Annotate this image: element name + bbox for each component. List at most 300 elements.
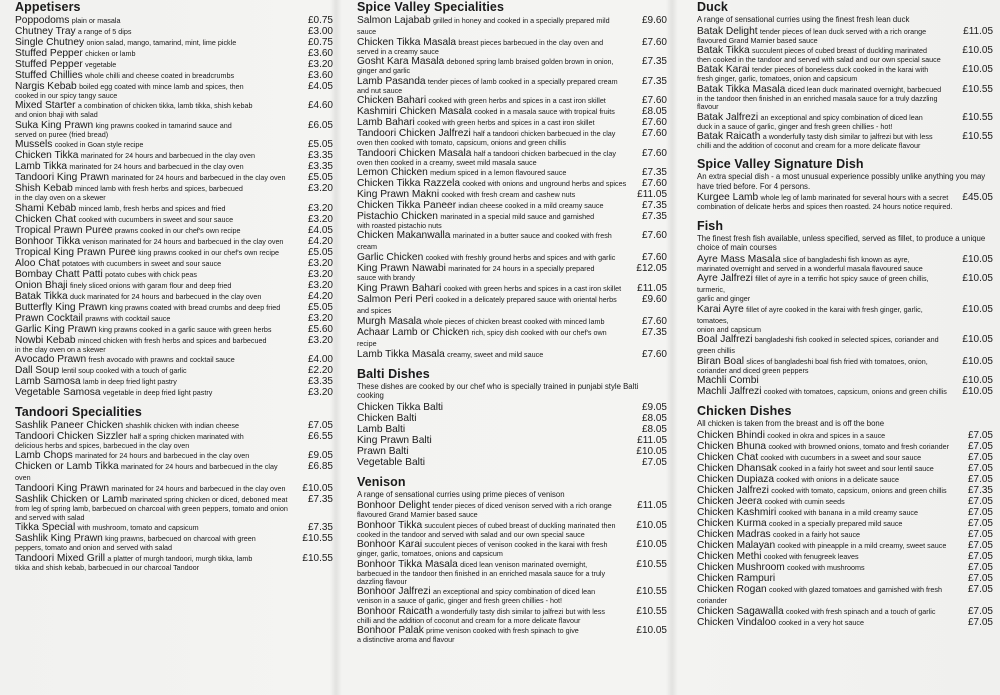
dish-name: Chicken Makanwalla (357, 230, 451, 242)
dish-price: £4.05 (307, 81, 333, 92)
menu-item-line (15, 247, 293, 258)
menu-item-line (697, 26, 953, 37)
dish-description-continued: served on puree (fried bread) (15, 129, 109, 139)
menu-item-line (15, 335, 293, 346)
dish-price: £7.05 (967, 506, 993, 518)
menu-item-line (357, 349, 627, 360)
menu-item-line (697, 584, 953, 606)
menu-item (697, 304, 993, 334)
menu-item (15, 183, 333, 202)
menu-item (697, 617, 993, 628)
menu-item (697, 334, 993, 356)
dish-name: Gosht Kara Masala (357, 56, 445, 68)
menu-item (697, 540, 993, 551)
menu-item-line (697, 441, 953, 452)
dish-description-continued: peppers, tomato and onion and served with salad (15, 543, 173, 553)
menu-item (697, 551, 993, 562)
dish-price: £7.35 (967, 484, 993, 496)
menu-item (15, 387, 333, 398)
dish-name: Chicken Mushroom (697, 561, 785, 573)
menu-item (697, 84, 993, 112)
dish-description: lamb in deep fried light pastry (83, 377, 177, 387)
section-title: Appetisers (15, 0, 81, 14)
dish-price: £5.05 (307, 301, 333, 313)
dish-description: tender pieces of lean duck served with a rich orange (759, 26, 927, 36)
menu-item-line (697, 573, 953, 584)
dish-price: £7.05 (967, 539, 993, 551)
dish-price: £7.60 (641, 128, 667, 140)
dish-price: £0.75 (307, 37, 333, 48)
menu-item (357, 167, 667, 178)
dish-description: cooked with mushrooms (787, 562, 865, 572)
dish-price: £3.20 (307, 268, 333, 280)
dish-name: Sashlik Paneer Chicken (15, 420, 124, 432)
dish-description: king prawns cooked in our chef's own recipe (138, 247, 279, 257)
menu-item (357, 586, 667, 605)
menu-item (15, 335, 333, 354)
menu-item-line (357, 413, 627, 424)
dish-description-continued: in the tandoor then finished in an enriched masala sauce for a truly dazzling flavour (697, 93, 938, 112)
menu-item (697, 112, 993, 131)
dish-name: Machli Combi (697, 375, 759, 387)
dish-price: £7.60 (641, 348, 667, 360)
dish-name: Chicken Methi (697, 550, 762, 562)
menu-item (697, 584, 993, 606)
menu-item-line (697, 507, 953, 518)
dish-description-continued: served in a creamy sauce (357, 47, 439, 56)
dish-price: £10.05 (962, 333, 993, 345)
dish-name: Chicken Dhansak (697, 462, 777, 474)
dish-description: plain or masala (71, 16, 121, 25)
dish-name: Shish Kebab (15, 183, 73, 195)
dish-description: grilled in honey and cooked in a specially prepared mild sauce (357, 16, 610, 36)
menu-item (15, 203, 333, 214)
section-title: Duck (697, 0, 728, 14)
dish-name: Batak Tikka (697, 44, 750, 56)
dish-name: Chicken or Lamb Tikka (15, 461, 119, 473)
dish-description-continued: marinated overnight and served in a wonderful masala flavoured sauce (697, 263, 923, 273)
menu-item-line (15, 324, 293, 335)
dish-price: £8.05 (641, 423, 667, 435)
menu-item-line (15, 258, 293, 269)
menu-item-line (357, 457, 627, 468)
dish-name: Tropical King Prawn Puree (15, 246, 136, 258)
menu-item (357, 316, 667, 327)
dish-description: marinated in a special mild sauce and garnished (440, 212, 595, 222)
dish-price: £7.05 (307, 420, 333, 432)
dish-price: £8.05 (641, 106, 667, 118)
menu-item (357, 95, 667, 106)
dish-description: cooked with onions and unground herbs and spices (462, 179, 627, 189)
dish-description-continued: then cooked in the tandoor and served with salad and our own special sauce (697, 54, 941, 64)
section-title: Balti Dishes (357, 366, 430, 381)
menu-item-line (697, 496, 953, 507)
menu-item (697, 45, 993, 64)
dish-price: £7.60 (641, 315, 667, 327)
dish-price: £0.75 (307, 15, 333, 26)
dish-name: Suka King Prawn (15, 119, 94, 131)
dish-description: succulent pieces of cubed breast of duckling marinated (752, 45, 927, 55)
menu-item (697, 131, 993, 150)
dish-name: Stuffed Chillies (15, 70, 83, 81)
dish-name: Pistachio Chicken (357, 211, 438, 223)
menu-item (357, 457, 667, 468)
dish-price: £7.05 (967, 440, 993, 452)
menu-item-line (15, 461, 293, 483)
dish-price: £7.35 (641, 56, 667, 68)
dish-price: £9.60 (641, 15, 667, 26)
dish-description: prawns cooked in our chef's own recipe (114, 225, 241, 235)
dish-name: Chicken Balti (357, 412, 417, 424)
menu-item (15, 150, 333, 161)
section-title: Venison (357, 474, 406, 489)
dish-price: £7.05 (967, 495, 993, 507)
dish-name: Mussels (15, 139, 53, 151)
menu-item (357, 37, 667, 56)
dish-description: whole pieces of chicken breast cooked with minced lamb (423, 316, 605, 326)
dish-description: breast pieces barbecued in the clay oven and (458, 38, 604, 47)
dish-description: king prawns coated with bread crumbs and deep fried (109, 302, 281, 312)
dish-name: King Prawn Makni (357, 189, 440, 201)
dish-description: marinated spring chicken or diced, deboned meat (130, 495, 288, 505)
menu-item (15, 420, 333, 431)
dish-name: Sashlik Chicken or Lamb (15, 494, 128, 506)
dish-description-continued: delicious herbs and spices, barbecued in the clay oven (15, 441, 190, 451)
menu-item-line (15, 269, 293, 280)
menu-item-line (357, 189, 627, 200)
dish-price: £10.05 (962, 375, 993, 387)
menu-item-line (15, 203, 293, 214)
dish-price: £6.85 (307, 461, 333, 473)
dish-description-continued: oven then cooked in a creamy, sweet mild masala sauce (357, 157, 537, 167)
dish-price: £10.55 (636, 558, 667, 570)
dish-description: onion salad, mango, tamarind, mint, lime pickle (86, 38, 237, 47)
dish-price: £7.35 (641, 200, 667, 212)
menu-section (697, 404, 993, 628)
dish-description: lentil soup cooked with a touch of garlic (61, 366, 187, 376)
section-title: Tandoori Specialities (15, 405, 142, 420)
menu-item (697, 441, 993, 452)
dish-price: £10.55 (962, 111, 993, 123)
dish-name: Lamb Tikka (15, 161, 68, 173)
dish-name: Chicken Tikka Balti (357, 401, 444, 413)
dish-name: Chicken Tikka (15, 150, 79, 162)
section-intro: All chicken is taken from the breast and is off the bone (697, 419, 885, 429)
dish-price: £7.05 (967, 462, 993, 474)
dish-name: Chicken Rampuri (697, 572, 776, 584)
dish-name: Lamb Pasanda (357, 75, 426, 87)
menu-item-line (697, 485, 953, 496)
dish-price: £7.35 (641, 167, 667, 179)
dish-description: cooked in a very hot sauce (778, 617, 864, 627)
dish-description: potatoes with cucumbers in sweet and sour sauce (62, 258, 222, 268)
section-title: Fish (697, 218, 724, 233)
menu-column-right (697, 0, 993, 695)
dish-description-continued: combination of delicate herbs and spices then roasted. 24 hours notice required. (697, 202, 953, 212)
dish-price: £2.20 (307, 365, 333, 377)
dish-description: a wonderfully tasty dish similar to jalfrezi but with less (435, 606, 605, 616)
dish-price: £3.35 (307, 376, 333, 388)
dish-price: £7.05 (967, 429, 993, 441)
menu-item (15, 26, 333, 37)
dish-name: Tandoori Chicken Masala (357, 147, 472, 159)
menu-item (15, 59, 333, 70)
dish-price: £11.05 (637, 500, 667, 512)
dish-description-continued: with roasted pistachio nuts (357, 221, 442, 231)
dish-price: £10.55 (302, 552, 333, 564)
dish-name: Ayre Jalfrezi (697, 273, 753, 285)
menu-item (15, 139, 333, 150)
menu-item (15, 81, 333, 100)
dish-description: whole chilli and cheese coated in breadcrumbs (85, 71, 235, 80)
dish-description: king prawns cooked in tamarind sauce and (95, 120, 232, 130)
menu-item (15, 354, 333, 365)
dish-description: deboned spring lamb braised golden brown in onion, (446, 57, 614, 67)
dish-description-continued: flavoured Grand Marnier based sauce (697, 35, 818, 45)
menu-item-line (357, 15, 627, 37)
dish-description: whole leg of lamb marinated for several hours with a secret (760, 193, 949, 203)
dish-description: half a spring chicken marinated with (129, 432, 244, 442)
dish-description-continued: oven then cooked with tomato, capsicum, onions and green chillis (357, 138, 566, 148)
dish-description: prawns with cocktail sauce (85, 313, 171, 323)
menu-item (357, 56, 667, 75)
dish-name: Chicken Kurma (697, 517, 767, 529)
dish-description-continued: and onion bhaji with salad (15, 110, 98, 120)
menu-item-line (357, 117, 627, 128)
dish-description: boiled egg coated with mince lamb and spices, then (79, 82, 244, 91)
dish-name: Nowbi Kebab (15, 334, 76, 346)
dish-price: £3.35 (307, 161, 333, 173)
dish-description: bangladeshi fish cooked in selected spices, coriander and green chillis (697, 334, 939, 355)
dish-description: chicken or lamb (85, 49, 136, 58)
dish-price: £3.20 (307, 183, 333, 195)
dish-description: cooked with green herbs and spices in a cast iron skillet (428, 96, 606, 106)
dish-description: cooked with onions in a delicate sauce (776, 474, 900, 484)
dish-name: Vegetable Samosa (15, 387, 101, 399)
dish-name: Vegetable Balti (357, 456, 425, 468)
dish-price: £3.60 (307, 70, 333, 81)
dish-name: Chicken Rogan (697, 583, 767, 595)
section-title: Chicken Dishes (697, 404, 792, 419)
menu-item (357, 559, 667, 587)
menu-item (357, 263, 667, 282)
dish-description: an exceptional and spicy combination of diced lean (432, 587, 596, 597)
dish-name: Murgh Masala (357, 315, 422, 327)
menu-item (357, 413, 667, 424)
menu-item (697, 606, 993, 617)
dish-price: £7.60 (641, 37, 667, 48)
dish-price: £9.05 (641, 401, 667, 413)
menu-item (697, 452, 993, 463)
menu-item-line (357, 230, 627, 252)
menu-item-line (15, 48, 293, 59)
dish-price: £10.55 (302, 533, 333, 545)
section-title: Spice Valley Signature Dish (697, 157, 864, 172)
dish-description-continued: ginger, garlic, tomatoes, onions and capsicum (357, 549, 503, 559)
dish-description: cooked in okra and spices in a sauce (767, 430, 886, 440)
menu-item-line (697, 304, 953, 326)
dish-price: £3.60 (307, 48, 333, 59)
menu-section (357, 367, 667, 468)
dish-description: tender pieces of lamb cooked in a specially prepared cream (427, 76, 618, 86)
dish-name: Chicken Sagawalla (697, 605, 784, 617)
dish-price: £45.05 (962, 192, 993, 204)
dish-description-continued: coriander and diced green peppers (697, 365, 809, 375)
dish-description: a combination of chicken tikka, lamb tikka, shish kebab (77, 101, 253, 111)
section-title: Spice Valley Specialities (357, 0, 505, 14)
dish-name: Chicken Jeera (697, 495, 763, 507)
dish-price: £7.60 (641, 252, 667, 264)
dish-price: £9.05 (307, 450, 333, 462)
menu-item (697, 192, 993, 211)
dish-name: Karai Ayre (697, 303, 744, 315)
menu-item (697, 496, 993, 507)
dish-price: £7.35 (641, 211, 667, 223)
menu-item (357, 500, 667, 519)
menu-section (357, 475, 667, 645)
menu-item (357, 402, 667, 413)
dish-name: Shami Kebab (15, 202, 77, 214)
dish-description: a range of 5 dips (77, 27, 132, 36)
dish-price: £4.00 (307, 354, 333, 366)
menu-item (697, 386, 993, 397)
dish-description: king prawns cooked in a garlic sauce with green herbs (98, 324, 272, 334)
dish-price: £5.05 (307, 246, 333, 258)
dish-description: tender pieces of boneless duck cooked in the karai with (752, 65, 929, 75)
dish-name: Stuffed Pepper (15, 59, 83, 70)
dish-price: £4.05 (307, 224, 333, 236)
menu-item (357, 294, 667, 316)
menu-item (15, 483, 333, 494)
dish-name: Chicken Dupiaza (697, 473, 775, 485)
menu-item-line (357, 178, 627, 189)
dish-name: Chicken Bhindi (697, 429, 765, 441)
dish-name: Chicken Madras (697, 528, 771, 540)
menu-item (15, 431, 333, 450)
dish-price: £3.20 (307, 312, 333, 324)
menu-item (357, 211, 667, 230)
menu-item (697, 518, 993, 529)
dish-name: Chicken Chat (697, 451, 759, 463)
menu-item (697, 375, 993, 386)
menu-item-line (357, 200, 627, 211)
dish-description: marinated for 24 hours and barbecued in the clay oven (80, 151, 255, 161)
dish-name: Achaar Lamb or Chicken (357, 326, 470, 338)
dish-price: £7.60 (641, 230, 667, 242)
dish-name: Tandoori King Prawn (15, 483, 110, 495)
menu-item (15, 280, 333, 291)
dish-description: finely sliced onions with garam flour and deep fried (70, 280, 232, 290)
dish-price: £10.55 (962, 83, 993, 95)
dish-description-continued: garlic and ginger (697, 294, 751, 304)
dish-description-continued: sauce with brandy (357, 273, 415, 283)
dish-price: £10.05 (962, 273, 993, 285)
dish-description-continued: in the clay oven on a skewer (15, 193, 106, 203)
dish-description: marinated for 24 hours and barbecued in the clay oven (75, 451, 250, 461)
dish-name: Nargis Kebab (15, 81, 77, 92)
dish-name: Machli Jalfrezi (697, 386, 762, 398)
dish-name: Bonhoor Tikka (15, 235, 81, 247)
dish-price: £3.20 (307, 387, 333, 399)
menu-item (697, 474, 993, 485)
section-intro: A range of sensational curries using the finest fresh lean duck (697, 15, 910, 24)
menu-item-line (697, 606, 953, 617)
menu-item (357, 76, 667, 95)
dish-description-continued: venison in a sauce of garlic, ginger and fresh green chillies - hot! (357, 596, 562, 606)
dish-name: Ayre Mass Masala (697, 253, 781, 265)
dish-price: £4.60 (307, 100, 333, 112)
dish-price: £5.60 (307, 323, 333, 335)
dish-description-continued: and nut sauce (357, 85, 403, 95)
menu-item-line (15, 450, 293, 461)
dish-name: Chicken Tikka Razzela (357, 178, 461, 190)
dish-price: £10.05 (962, 303, 993, 315)
menu-item-line (15, 365, 293, 376)
dish-price: £4.20 (307, 290, 333, 302)
dish-name: Batak Karai (697, 64, 750, 76)
dish-name: King Prawn Bahari (357, 282, 442, 294)
menu-item (357, 200, 667, 211)
dish-price: £3.35 (307, 150, 333, 162)
menu-item (15, 313, 333, 324)
dish-description: duck marinated for 24 hours and barbecued in the clay oven (70, 291, 262, 301)
menu-item (357, 189, 667, 200)
dish-price: £10.55 (636, 586, 667, 598)
menu-item-line (15, 37, 293, 48)
menu-item (697, 485, 993, 496)
menu-item (697, 573, 993, 584)
dish-description: marinated for 24 hours and barbecued in the clay oven (69, 162, 244, 172)
dish-price: £7.60 (641, 95, 667, 107)
menu-item-line (15, 354, 293, 365)
menu-item (15, 291, 333, 302)
dish-description: indian cheese cooked in a mild creamy sauce (458, 201, 604, 211)
dish-description: a platter of murgh tandoori, murgh tikka, lamb (107, 553, 253, 563)
dish-name: Prawn Balti (357, 445, 409, 457)
dish-name: Lamb Tikka Masala (357, 348, 445, 360)
dish-description: cooked with browned onions, tomato and fresh coriander (768, 441, 950, 451)
dish-name: Chicken Tikka Paneer (357, 200, 457, 212)
menu-item (357, 128, 667, 147)
dish-description: succulent pieces of cubed breast of duckling marinated then (424, 520, 616, 530)
section-intro: An extra special dish - a most unusual experience possibly unlike anything you may have tried before. For 4 persons. (697, 172, 986, 191)
dish-price: £7.05 (967, 451, 993, 463)
dish-price: £10.05 (302, 483, 333, 495)
menu-item (697, 273, 993, 303)
dish-description: shashlik chicken with indian cheese (125, 421, 239, 431)
dish-price: £7.35 (641, 75, 667, 87)
dish-name: Batak Tikka Masala (697, 83, 786, 95)
dish-name: Bonhoor Palak (357, 625, 424, 637)
menu-item-line (357, 167, 627, 178)
menu-item (357, 283, 667, 294)
dish-price: £7.05 (967, 583, 993, 595)
menu-item-line (697, 430, 953, 441)
menu-item (357, 148, 667, 167)
section-intro: A range of sensational curries using prime pieces of venison (357, 489, 565, 499)
dish-price: £11.05 (637, 189, 667, 201)
menu-item (15, 100, 333, 119)
menu-item (15, 258, 333, 269)
dish-description-continued: cooked in our spicy tangy sauce (15, 91, 118, 100)
dish-name: Chicken Tikka Masala (357, 37, 457, 48)
dish-description-continued: tikka and shish kebab, barbecued in our charcoal Tandoor (15, 562, 200, 572)
dish-price: £11.05 (637, 434, 667, 446)
dish-description: fresh avocado with prawns and cocktail sauce (88, 355, 235, 365)
dish-description: cooked with fenugreek leaves (763, 551, 859, 561)
dish-price: £7.60 (641, 117, 667, 129)
dish-name: Bonhoor Raicath (357, 605, 433, 617)
